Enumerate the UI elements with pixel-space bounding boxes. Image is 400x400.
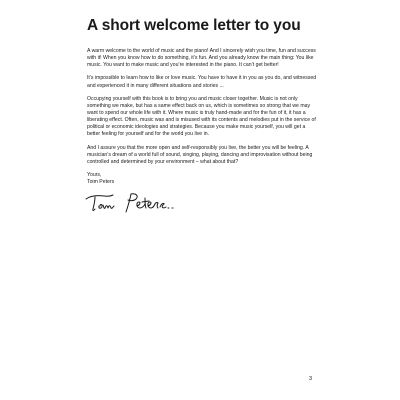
author-name: Toim Peters [87, 179, 115, 186]
letter-body [87, 48, 318, 186]
letter-closing [87, 172, 318, 186]
paragraph-assurance: And I assure you that the more open and self-responsibly you live, the better you will be feeling. A musician’s dream of a world full of sound, singing, playing, dancing and improvisation without being controlled and determined by your environment – what about that? [87, 144, 313, 165]
paragraph-love-music: It’s impossible to learn how to like or love music. You have to have it in you as you do, and witnessed and experienced it in many different situations and stories ... [87, 75, 317, 89]
paragraph-welcome: A warm welcome to the world of music and the piano! And I sincerely wish you time, fun and success with it! When you know how to do something, it’s fun. And you already know the main thing: You like music. You want to make music and you’re interested in the piano. It can’t get better! [87, 48, 316, 69]
closing-salutation: Yours, [87, 172, 102, 179]
paragraph-book-purpose: Occupying yourself with this book is to bring you and music closer together. Music is not only something we make, but has a same effect back on us, which is sometimes so strong that we may want to spend our whole life with it. Where music is truly hand-made and for the fun of it, it has a liberating effect. Often, music was and is misused with its contents and melodies put in the service of political or economic ideologies and strategies. Because you make music yourself, you will get a better feeling for yourself and for the world you live in. [87, 95, 316, 138]
page-number: 3 [309, 376, 313, 382]
handwritten-signature [84, 190, 194, 216]
page-title: A short welcome letter to you [87, 17, 301, 34]
